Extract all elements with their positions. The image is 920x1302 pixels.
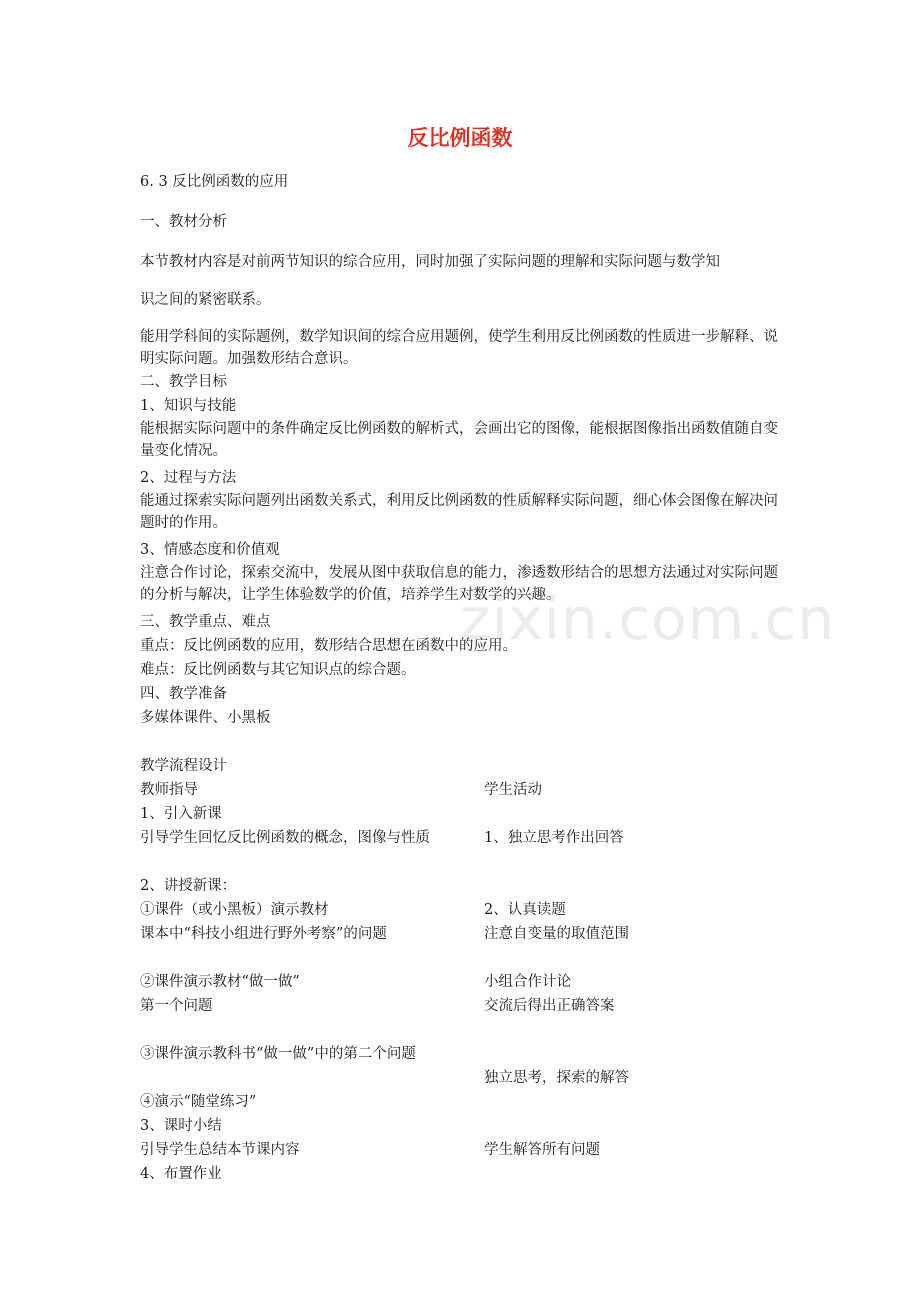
step-teach-a-student: 2、认真读题: [484, 902, 566, 918]
watermark: zixin.com.cn: [460, 585, 836, 653]
step-teach-f: ④演示“随堂练习”: [140, 1094, 257, 1110]
goal-process-text: 能通过探索实际问题列出函数关系式，利用反比例函数的性质解释实际问题，细心体会图像在解决问题时的作用。: [140, 493, 778, 531]
column-teacher-header: 教师指导: [140, 782, 198, 798]
flow-heading: 教学流程设计: [140, 758, 227, 774]
preparation-text: 多媒体课件、小黑板: [140, 710, 271, 726]
step-teach-c: ②课件演示教材“做一做”: [140, 974, 300, 990]
step-teach-c-student: 小组合作计论: [484, 974, 571, 990]
key-point: 重点：反比例函数的应用，数形结合思想在函数中的应用。: [140, 638, 517, 654]
step-teach-e: ③课件演示教科书“做一做”中的第二个问题: [140, 1046, 416, 1062]
paragraph-analysis-1a: 本节教材内容是对前两节知识的综合应用，同时加强了实际问题的理解和实际问题与数学知: [140, 254, 720, 270]
document-title: 反比例函数: [407, 126, 513, 150]
goal-attitude: 3、情感态度和价值观: [140, 542, 280, 558]
step-summary-teacher: 引导学生总结本节课内容: [140, 1142, 300, 1158]
heading-focus: 三、教学重点、难点: [140, 614, 271, 630]
step-intro-teacher: 引导学生回忆反比例函数的概念，图像与性质: [140, 830, 430, 846]
step-teach-d: 第一个问题: [140, 998, 213, 1014]
difficult-point: 难点：反比例函数与其它知识点的综合题。: [140, 662, 416, 678]
step-teach-b: 课本中“科技小组进行野外考察”的问题: [140, 926, 387, 942]
goal-knowledge-text: 能根据实际问题中的条件确定反比例函数的解析式，会画出它的图像，能根据图像指出函数值随自变量变化情况。: [140, 421, 778, 459]
paragraph-analysis-2: 能用学科间的实际题例，数学知识间的综合应用题例，使学生利用反比例函数的性质进一步解释、说明实际问题。加强数形结合意识。: [140, 329, 778, 367]
step-summary-student: 学生解答所有问题: [484, 1142, 600, 1158]
step-teach-b-student: 注意自变量的取值范围: [484, 926, 629, 942]
heading-preparation: 四、教学准备: [140, 686, 227, 702]
paragraph-analysis-1b: 识之间的紧密联系。: [140, 292, 271, 308]
step-homework: 4、布置作业: [140, 1166, 222, 1182]
heading-analysis: 一、教材分析: [140, 214, 227, 230]
step-intro-student: 1、独立思考作出回答: [484, 830, 624, 846]
step-teach: 2、讲授新课：: [140, 878, 237, 894]
step-teach-d-student: 交流后得出正确答案: [484, 998, 615, 1014]
step-summary: 3、课时小结: [140, 1118, 222, 1134]
step-intro: 1、引入新课: [140, 806, 222, 822]
goal-attitude-text: 注意合作讨论，探索交流中，发展从图中获取信息的能力，渗透数形结合的思想方法通过对实际问题的分析与解决，让学生体验数学的价值，培养学生对数学的兴趣。: [140, 565, 778, 603]
section-heading: 6. 3 反比例函数的应用: [140, 174, 289, 190]
column-student-header: 学生活动: [484, 782, 542, 798]
step-teach-e-student: 独立思考，探索的解答: [484, 1070, 629, 1086]
goal-knowledge: 1、知识与技能: [140, 398, 237, 414]
goal-process: 2、过程与方法: [140, 470, 237, 486]
step-teach-a: ①课件（或小黑板）演示教材: [140, 902, 329, 918]
heading-goals: 二、教学目标: [140, 374, 227, 390]
